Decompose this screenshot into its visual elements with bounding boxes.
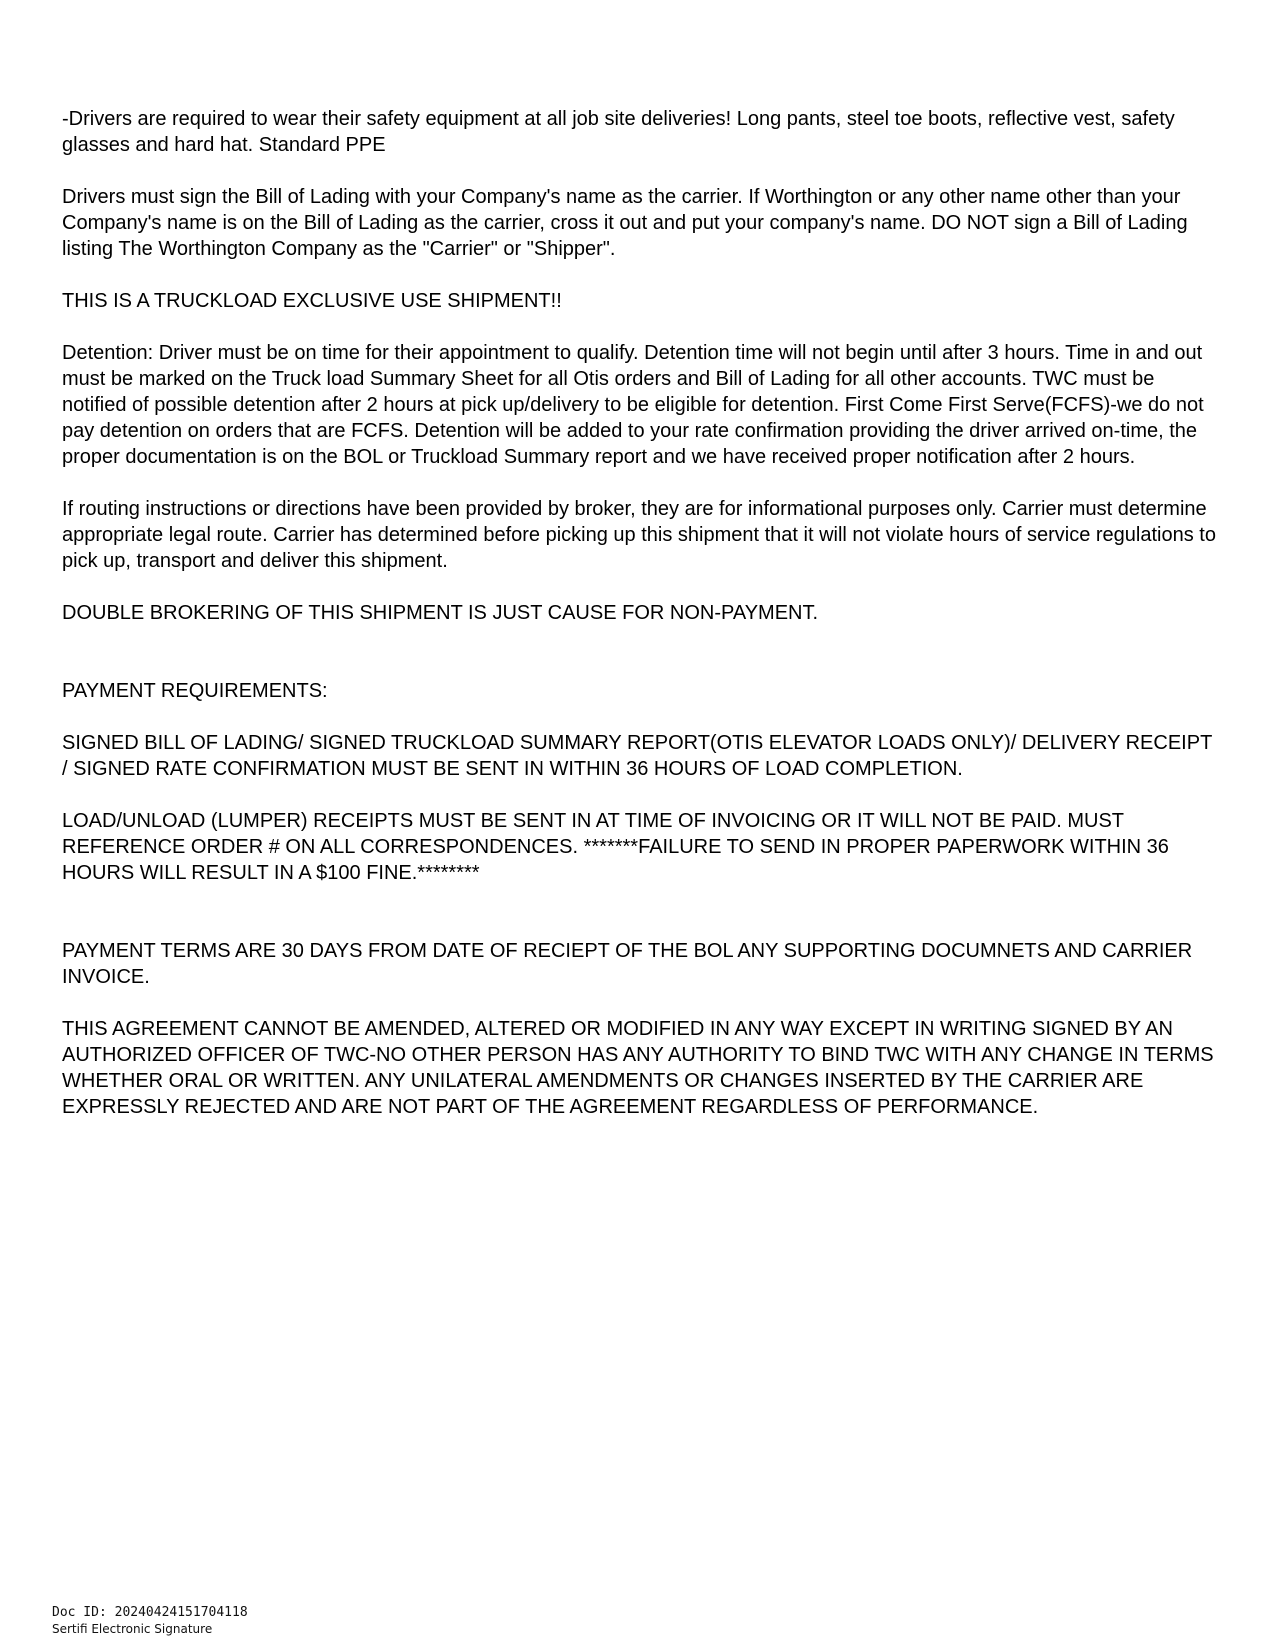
doc-id: Doc ID: 20240424151704118 (52, 1605, 248, 1620)
signature-footer (52, 1605, 248, 1637)
agreement-clause-paragraph: THIS AGREEMENT CANNOT BE AMENDED, ALTERED OR MODIFIED IN ANY WAY EXCEPT IN WRITING SIGNED BY AN AUTHORIZED OFFICER OF TWC-NO OTHER PERSON HAS ANY AUTHORITY TO BIND TWC WITH ANY CHANGE IN TERMS WHETHER ORAL OR WRITTEN. ANY UNILATERAL AMENDMENTS OR CHANGES INSERTED BY THE CARRIER ARE EXPRESSLY REJECTED AND ARE NOT PART OF THE AGREEMENT REGARDLESS OF PERFORMANCE. (62, 1018, 1214, 1118)
safety-equipment-paragraph: -Drivers are required to wear their safety equipment at all job site deliveries! Long pants, steel toe boots, reflective vest, safety glasses and hard hat. Standard PPE (62, 108, 1175, 156)
double-brokering-paragraph: DOUBLE BROKERING OF THIS SHIPMENT IS JUST CAUSE FOR NON-PAYMENT. (62, 602, 819, 624)
payment-terms-paragraph: PAYMENT TERMS ARE 30 DAYS FROM DATE OF RECIEPT OF THE BOL ANY SUPPORTING DOCUMNETS AND CARRIER INVOICE. (62, 940, 1193, 988)
payment-requirements-line: SIGNED BILL OF LADING/ SIGNED TRUCKLOAD SUMMARY REPORT(OTIS ELEVATOR LOADS ONLY)/ DELIVERY RECEIPT / SIGNED RATE CONFIRMATION MUST BE SENT IN WITHIN 36 HOURS OF LOAD COMPLETION. (62, 732, 1212, 780)
detention-paragraph: Detention: Driver must be on time for their appointment to qualify. Detention time will not begin until after 3 hours. Time in and out must be marked on the Truck load Summary Sheet for all Otis orders and Bill of Lading for all other accounts. TWC must be notified of possible detention after 2 hours at pick up/delivery to be eligible for detention. First Come First Serve(FCFS)-we do not pay detention on orders that are FCFS. Detention will be added to your rate confirmation providing the driver arrived on-time, the proper documentation is on the BOL or Truckload Summary report and we have received proper notification after 2 hours. (62, 342, 1204, 468)
exclusive-use-paragraph: THIS IS A TRUCKLOAD EXCLUSIVE USE SHIPMENT!! (62, 290, 562, 312)
signature-provider: Sertifi Electronic Signature (52, 1622, 213, 1636)
payment-requirements-section (62, 652, 1222, 912)
document-body (62, 106, 1222, 1146)
payment-requirements-heading: PAYMENT REQUIREMENTS: (62, 680, 328, 702)
bill-of-lading-paragraph: Drivers must sign the Bill of Lading with your Company's name as the carrier. If Worthington or any other name other than your Company's name is on the Bill of Lading as the carrier, cross it out and put your company's name. DO NOT sign a Bill of Lading listing The Worthington Company as the "Carrier" or "Shipper". (62, 186, 1188, 260)
payment-requirements-line: LOAD/UNLOAD (LUMPER) RECEIPTS MUST BE SENT IN AT TIME OF INVOICING OR IT WILL NOT BE PAID. MUST REFERENCE ORDER # ON ALL CORRESPONDENCES. *******FAILURE TO SEND IN PROPER PAPERWORK WITHIN 36 HOURS WILL RESULT IN A $100 FINE.******** (62, 810, 1169, 884)
routing-instructions-paragraph: If routing instructions or directions have been provided by broker, they are for informational purposes only. Carrier must determine appropriate legal route. Carrier has determined before picking up this shipment that it will not violate hours of service regulations to pick up, transport and deliver this shipment. (62, 498, 1216, 572)
